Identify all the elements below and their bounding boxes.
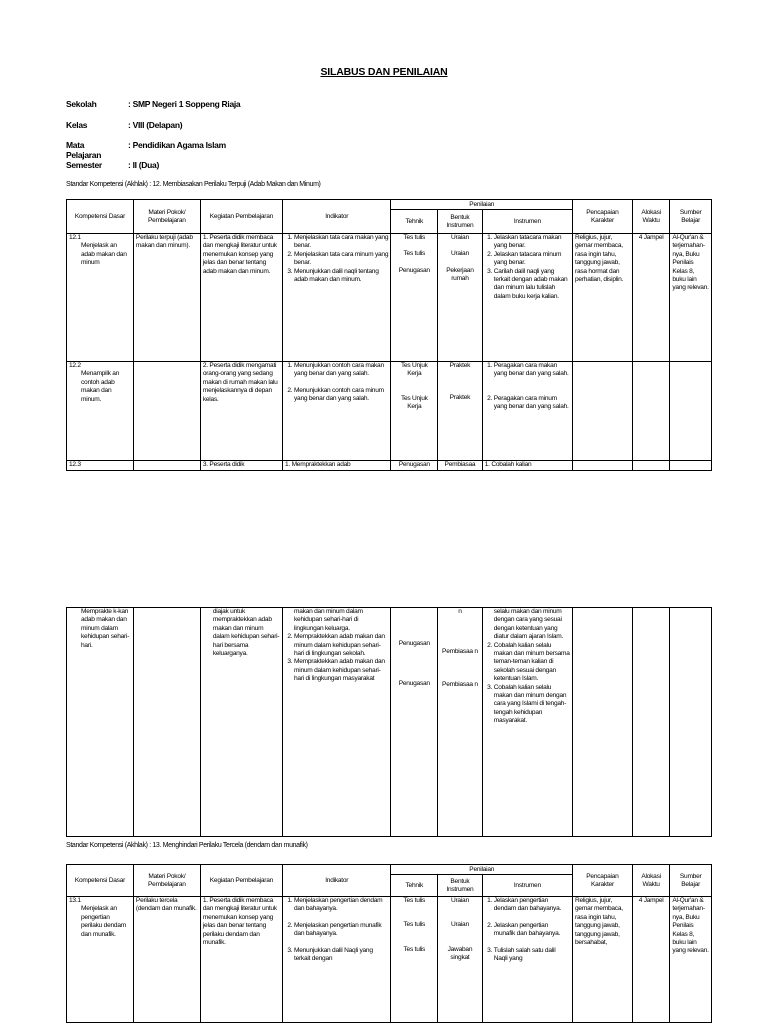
list-item: 2. Mempraktekkan adab makan dan minum dalam kehidupan sehari-hari di lingkungan sekolah. <box>294 633 389 658</box>
indikator-continued: makan dan minum dalam kehidupan sehari-hari di lingkungan keluarga. <box>293 608 363 632</box>
teknik-item: Tes tulis <box>403 250 426 258</box>
list-item: 1. Jelaskan tatacara makan yang benar. <box>494 234 570 251</box>
teknik-item: Tes Unjuk Kerja <box>400 362 428 378</box>
list-item: 1. Menjelaskan tata cara makan yang benar. <box>294 234 389 251</box>
kegiatan-cell: 3. Peserta didik <box>200 461 282 471</box>
header-alokasi: Alokasi Waktu <box>632 865 670 897</box>
header-kompetensi: Kompetensi Dasar <box>67 200 134 234</box>
table-row <box>67 362 712 461</box>
instrumen-cell <box>482 608 572 837</box>
alokasi-cell <box>632 362 670 461</box>
table-row <box>67 461 712 471</box>
header-materi: Materi Pokok/ Pembelajaran <box>133 200 200 234</box>
table-row <box>67 897 712 1023</box>
sumber-cell <box>670 362 712 461</box>
list-item: 1. Jelaskan pengertian dendam dan bahayanya. <box>494 897 570 914</box>
bentuk-item: Uraian <box>450 234 469 241</box>
sumber-cell: Al-Qur'an & terjemahan-nya, Buku Penilais Kelas 8, buku lain yang relevan. <box>670 234 712 362</box>
teknik-cell: Penugasan <box>391 461 438 471</box>
meta-key: Semester <box>66 160 102 170</box>
karakter-cell <box>573 362 633 461</box>
alokasi-cell <box>632 461 670 471</box>
instrumen-cell <box>482 362 572 461</box>
header-penilaian: Penilaian <box>391 200 573 210</box>
kd-cell <box>67 897 134 1023</box>
header-teknik: Tehnik <box>391 210 438 234</box>
bentuk-cell <box>438 897 483 1023</box>
list-item: 1. Peragakan cara makan yang benar dan yang salah. <box>494 362 570 379</box>
sumber-cell: Al-Qur'an & terjemahan-nya, Buku Penilais Kelas 8, buku lain yang relevan. <box>670 897 712 1023</box>
materi-cell: Perilaku tercela (dendam dan munafik. <box>133 897 200 1023</box>
teknik-cell <box>391 897 438 1023</box>
instrumen-cell: 1. Cobalah kalian <box>482 461 572 471</box>
bentuk-cell: Pembiasaa <box>438 461 483 471</box>
list-item: 2. Jelaskan tatacara minum yang benar. <box>494 251 570 268</box>
indikator-cell <box>282 897 391 1023</box>
syllabus-table-1 <box>66 199 712 471</box>
alokasi-cell <box>632 608 670 837</box>
list-item: 1. Menunjukkan contoh cara makan yang benar dan yang salah. <box>294 362 389 379</box>
bentuk-cell <box>438 608 483 837</box>
teknik-item: Penugasan <box>398 640 430 647</box>
indikator-cell: 1. Mempraktekkan adab <box>282 461 391 471</box>
list-item: 3. Menunjukkan dalil naqli tentang adab makan dan minum. <box>294 268 389 285</box>
kd-cell <box>67 362 134 461</box>
indikator-cell <box>282 362 391 461</box>
syllabus-table-2 <box>66 864 712 1023</box>
standar-kompetensi-13: Standar Kompetensi (Akhlak) : 13. Menghindari Perilaku Tercela (dendam dan munafik) <box>66 842 308 849</box>
list-item: 2. Cobalah kalian selalu makan dan minum bersama teman-teman kalian di sekolah sesuai dengan ketentuan Islam. <box>494 642 570 684</box>
header-materi: Materi Pokok/ Pembelajaran <box>133 865 200 897</box>
header-alokasi: Alokasi Waktu <box>632 200 670 234</box>
header-teknik: Tehnik <box>391 875 438 897</box>
kd-text: Menampilk an contoh adab makan dan minum. <box>81 370 120 403</box>
list-item: 3. Tulislah salah satu dalil Naqli yang <box>494 947 570 964</box>
karakter-cell: Religius, jujur, gemar membaca, rasa ingin tahu, tanggung jawab, tanggung jawab, bersahabat, <box>573 897 633 1023</box>
materi-cell <box>133 362 200 461</box>
teknik-item: Tes tulis <box>403 921 426 929</box>
list-item: 2. Menunjukkan contoh cara minum yang benar dan yang salah. <box>294 387 389 404</box>
header-penilaian: Penilaian <box>391 865 573 875</box>
table-row <box>67 608 712 837</box>
list-item: 2. Jelaskan pengertian munafik dan bahayanya. <box>494 922 570 939</box>
teknik-item: Tes Unjuk Kerja <box>400 394 428 411</box>
list-item: 2. Menjelaskan tata cara minum yang benar. <box>294 251 389 268</box>
header-kegiatan: Kegiatan Pembelajaran <box>200 865 282 897</box>
header-karakter: Pencapaian Karakter <box>573 865 633 897</box>
teknik-cell <box>391 362 438 461</box>
meta-key: Kelas <box>66 120 88 130</box>
standar-kompetensi-12: Standar Kompetensi (Akhlak) : 12. Membiasakan Perilaku Terpuji (Adab Makan dan Minum) <box>66 181 321 188</box>
list-item: 3. Carilah dalil naqli yang terkait dengan adab makan dan minum lalu tulislah dalam buku kerja kalian. <box>494 268 570 302</box>
list-item: 2. Menjelaskan pengertian munafik dan bahayanya. <box>294 922 389 939</box>
teknik-item: Tes tulis <box>403 945 426 953</box>
teknik-cell <box>391 234 438 362</box>
sumber-cell <box>670 461 712 471</box>
kegiatan-cell: 2. Peserta didik mengamati orang-orang yang sedang makan di rumah makan lalu menjelaskannya di depan kelas. <box>200 362 282 461</box>
alokasi-cell: 4 Jampel <box>632 234 670 362</box>
kd-number: 12.2 <box>69 362 81 369</box>
materi-cell <box>133 461 200 471</box>
kd-number: 13.1 <box>69 897 81 904</box>
meta-key: Sekolah <box>66 99 97 109</box>
meta-key: Mata Pelajaran <box>66 140 102 160</box>
bentuk-item: n <box>458 608 462 615</box>
header-kegiatan: Kegiatan Pembelajaran <box>200 200 282 234</box>
teknik-item: Penugasan <box>398 680 430 688</box>
bentuk-item: Pembiasaa n <box>442 680 478 688</box>
bentuk-item: Uraian <box>450 921 469 929</box>
materi-cell <box>133 608 200 837</box>
list-item: 2. Peragakan cara minum yang benar dan yang salah. <box>494 395 570 412</box>
teknik-item: Penugasan <box>398 266 430 274</box>
kd-text: Menjelask an adab makan dan minum <box>81 242 127 267</box>
list-item: 3. Mempraktekkan adab makan dan minum dalam kehidupan sehari-hari di lingkungan masyarakat <box>294 658 389 683</box>
bentuk-item: Pembiasaa n <box>442 648 478 656</box>
bentuk-item: Jawaban singkat <box>447 945 473 962</box>
header-kompetensi: Kompetensi Dasar <box>67 865 134 897</box>
bentuk-item: Pekerjaan rumah <box>446 266 474 283</box>
list-item: 1. Menjelaskan pengertian dendam dan bahayanya. <box>294 897 389 914</box>
meta-value: : SMP Negeri 1 Soppeng Riaja <box>128 99 241 109</box>
syllabus-table-continuation <box>66 607 712 837</box>
teknik-item: Tes tulis <box>403 897 426 904</box>
instrumen-continued: selalu makan dan minum dengan cara yang sesuai dengan ketentuan yang diatur dalam ajaran Islam. <box>493 608 564 641</box>
materi-cell: Perilaku terpuji (adab makan dan minum). <box>133 234 200 362</box>
karakter-cell <box>573 461 633 471</box>
karakter-cell: Religius, jujur, gemar membaca, rasa ingin tahu, tanggung jawab, rasa hormat dan perhatian, disiplin. <box>573 234 633 362</box>
header-indikator: Indikator <box>282 200 391 234</box>
bentuk-item: Uraian <box>450 897 469 904</box>
document-title: SILABUS DAN PENILAIAN <box>320 66 448 78</box>
sumber-cell <box>670 608 712 837</box>
bentuk-cell <box>438 362 483 461</box>
bentuk-item: Praktek <box>449 394 471 402</box>
kegiatan-cell: 1. Peserta didik membaca dan mengkaji literatur untuk menemukan konsep yang jelas dan benar tentang perilaku dendam dan munafik. <box>200 897 282 1023</box>
bentuk-item: Uraian <box>450 250 469 258</box>
list-item: 3. Menunjukkan dalil Naqli yang terkait dengan <box>294 947 389 964</box>
header-sumber: Sumber Belajar <box>670 200 712 234</box>
kegiatan-cell: 1. Peserta didik membaca dan mengkaji literatur untuk menemukan konsep yang jelas dan benar tentang adab makan dan minum. <box>200 234 282 362</box>
header-indikator: Indikator <box>282 865 391 897</box>
indikator-cell <box>282 234 391 362</box>
header-instrumen: Instrumen <box>482 210 572 234</box>
instrumen-cell <box>482 897 572 1023</box>
teknik-item: Tes tulis <box>403 234 426 241</box>
bentuk-item: Praktek <box>449 362 471 369</box>
header-bentuk: Bentuk Instrumen <box>438 875 483 897</box>
kd-cell <box>67 234 134 362</box>
table-row <box>67 234 712 362</box>
meta-value: : Pendidikan Agama Islam <box>128 140 226 150</box>
indikator-cell <box>282 608 391 837</box>
instrumen-cell <box>482 234 572 362</box>
meta-value: : II (Dua) <box>128 160 159 170</box>
bentuk-cell <box>438 234 483 362</box>
header-instrumen: Instrumen <box>482 875 572 897</box>
meta-value: : VIII (Delapan) <box>128 120 183 130</box>
alokasi-cell: 4 Jampel <box>632 897 670 1023</box>
kd-number: 12.3 <box>67 461 134 471</box>
kd-number: 12.1 <box>69 234 81 241</box>
kd-text: Menjelask an pengertian perilaku dendam dan munafik. <box>81 905 127 938</box>
header-bentuk: Bentuk Instrumen <box>438 210 483 234</box>
karakter-cell <box>572 608 632 837</box>
header-sumber: Sumber Belajar <box>670 865 712 897</box>
teknik-cell <box>391 608 438 837</box>
header-karakter: Pencapaian Karakter <box>573 200 633 234</box>
list-item: 3. Cobalah kalian selalu makan dan minum dengan cara yang Islami di tengah-tengah kehidupan masyarakat. <box>494 684 570 726</box>
kegiatan-cell: diajak untuk mempraktekkan adab makan dan minum dalam kehidupan sehari-hari bersama keluarganya. <box>200 608 282 837</box>
kd-text: Memprakte k-kan adab makan dan minum dalam kehidupan sehari-hari. <box>67 608 134 837</box>
